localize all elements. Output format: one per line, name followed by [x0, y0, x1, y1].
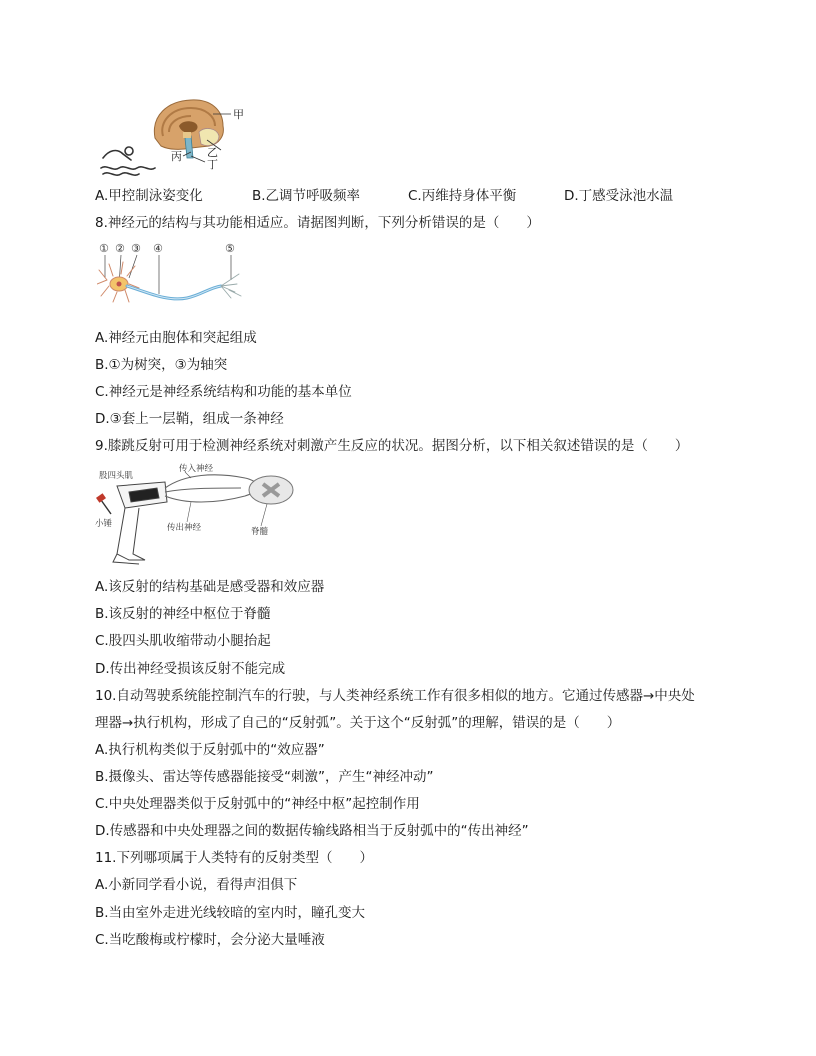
- spinal-cord-illustration: [249, 476, 293, 526]
- q11-option-a[interactable]: A.小新同学看小说，看得声泪俱下: [95, 877, 298, 893]
- q9-option-d[interactable]: D.传出神经受损该反射不能完成: [95, 661, 286, 677]
- q9-option-a[interactable]: A.该反射的结构基础是感受器和效应器: [95, 579, 325, 595]
- q8-option-d[interactable]: D.③套上一层鞘，组成一条神经: [95, 411, 284, 427]
- nerve-pathways: [165, 472, 259, 522]
- q8-option-a[interactable]: A.神经元由胞体和突起组成: [95, 330, 257, 346]
- q10-option-d[interactable]: D.传感器和中央处理器之间的数据传输线路相当于反射弧中的“传出神经”: [95, 823, 529, 839]
- q10-option-b[interactable]: B.摄像头、雷达等传感器能接受“刺激”，产生“神经冲动”: [95, 769, 434, 785]
- q10-option-a[interactable]: A.执行机构类似于反射弧中的“效应器”: [95, 742, 325, 758]
- label-spinal-cord: 脊髓: [251, 527, 269, 537]
- q11-option-b[interactable]: B.当由室外走进光线较暗的室内时，瞳孔变大: [95, 905, 366, 921]
- q7-options: [95, 187, 735, 205]
- neuron-label-1: ①: [99, 242, 109, 255]
- q11-stem: 11.下列哪项属于人类特有的反射类型（ ）: [95, 850, 373, 866]
- brain-label-yi: 乙: [207, 146, 218, 159]
- q9-stem: 9.膝跳反射可用于检测神经系统对刺激产生反应的状况。据图分析，以下相关叙述错误的是（ ）: [95, 438, 689, 454]
- label-quadriceps: 股四头肌: [99, 471, 134, 481]
- neuron-label-3: ③: [131, 242, 141, 255]
- brain-label-jia: 甲: [233, 108, 244, 121]
- q7-option-c[interactable]: C.丙维持身体平衡: [408, 188, 517, 204]
- neuron-label-2: ②: [115, 242, 125, 255]
- q8-option-b[interactable]: B.①为树突，③为轴突: [95, 357, 228, 373]
- label-afferent-nerve: 传入神经: [179, 464, 214, 474]
- label-efferent-nerve: 传出神经: [167, 523, 202, 533]
- q10-stem-line2: 理器→执行机构，形成了自己的“反射弧”。关于这个“反射弧”的理解，错误的是（ ）: [95, 715, 621, 731]
- label-hammer: 小锤: [95, 519, 113, 529]
- neuron-label-5: ⑤: [225, 242, 235, 255]
- neuron-label-4: ④: [153, 242, 163, 255]
- knee-reflex-figure: [95, 462, 303, 568]
- neuron-figure: [97, 240, 247, 310]
- brain-label-bing: 丙: [171, 150, 182, 163]
- q10-stem-line1: 10.自动驾驶系统能控制汽车的行驶，与人类神经系统工作有很多相似的地方。它通过传感器→中央处: [95, 688, 695, 704]
- q7-option-b[interactable]: B.乙调节呼吸频率: [252, 188, 361, 204]
- neuron-illustration: [97, 262, 241, 302]
- swimmer-icon: [101, 147, 155, 175]
- q7-option-a[interactable]: A.甲控制泳姿变化: [95, 188, 203, 204]
- leg-illustration: [113, 482, 167, 564]
- brain-figure: [95, 96, 255, 180]
- q8-stem: 8.神经元的结构与其功能相适应。请据图判断，下列分析错误的是（ ）: [95, 215, 540, 231]
- brain-label-ding: 丁: [207, 158, 218, 171]
- q7-option-d[interactable]: D.丁感受泳池水温: [564, 188, 674, 204]
- q9-option-b[interactable]: B.该反射的神经中枢位于脊髓: [95, 606, 271, 622]
- hammer-icon: [96, 493, 111, 514]
- q10-option-c[interactable]: C.中央处理器类似于反射弧中的“神经中枢”起控制作用: [95, 796, 420, 812]
- q11-option-c[interactable]: C.当吃酸梅或柠檬时，会分泌大量唾液: [95, 932, 325, 948]
- q8-option-c[interactable]: C.神经元是神经系统结构和功能的基本单位: [95, 384, 352, 400]
- q9-option-c[interactable]: C.股四头肌收缩带动小腿抬起: [95, 633, 271, 649]
